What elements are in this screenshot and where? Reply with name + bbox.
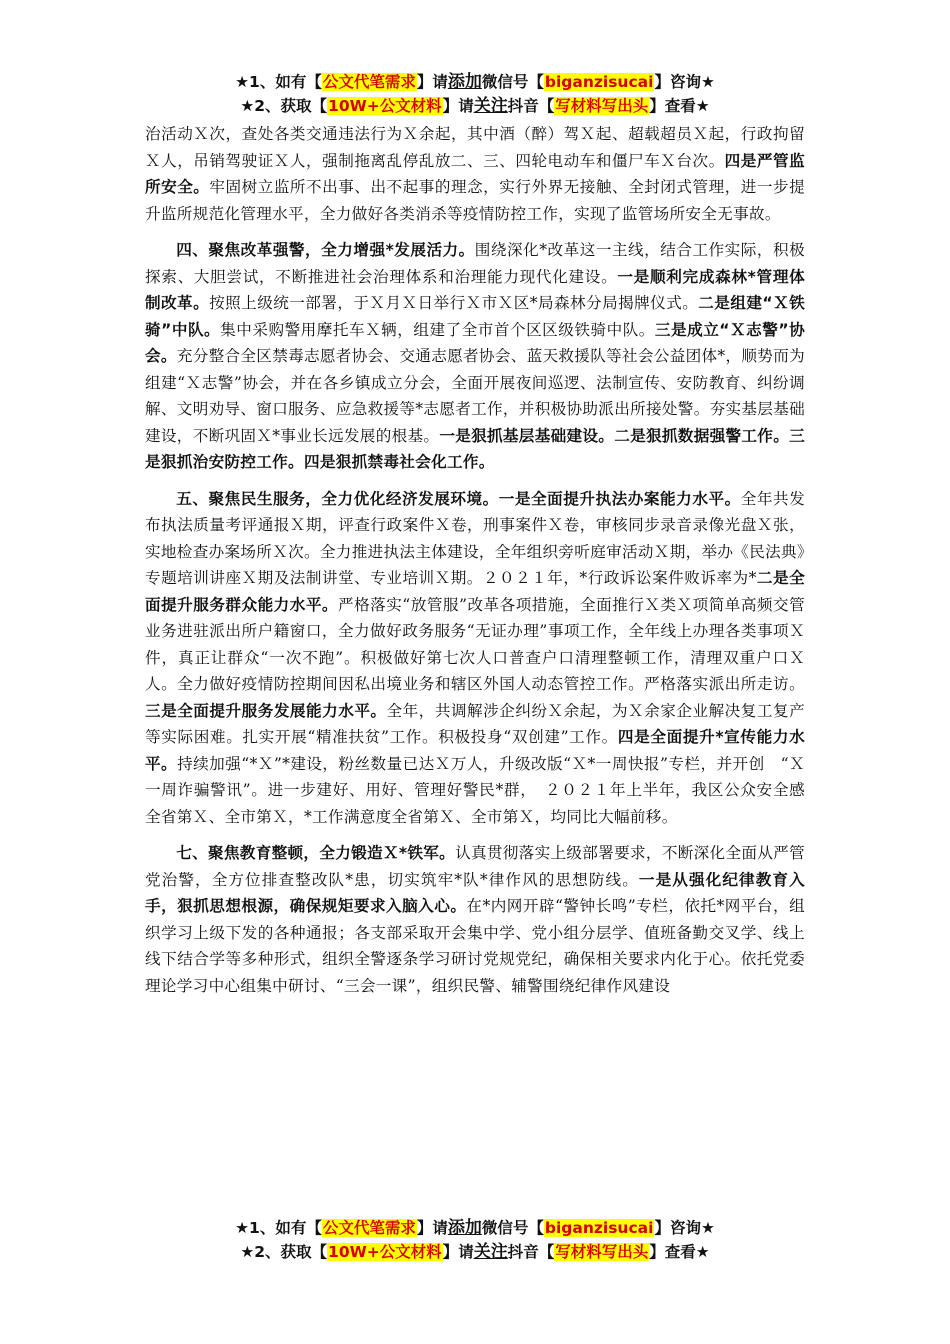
section-heading: 七、聚焦教育整顿，全力锻造Ｘ*铁军。 [176,844,456,862]
banner-emphasis: 关注 [473,1242,508,1262]
body-text: 牢固树立监所不出事、出不起事的理念，实行外界无接触、全封闭式管理，进一步提升监所规范化管理水平，全力做好各类消杀等疫情防控工作，实现了监管场所安全无事故。 [145,178,806,223]
top-banner [0,70,950,118]
document-body [145,121,805,999]
banner-text: 】请 [442,97,474,115]
body-text: 全年，共调解涉企纠纷Ｘ余起，为Ｘ余家企业解决复工复产等实际困难。扎实开展“精准扶贫”工作。积极投身“双创建”工作。 [145,701,805,746]
banner-text: 】查看★ [649,97,710,115]
wechat-id-highlight: biganzisucai [544,1219,654,1237]
banner-text: 】请 [442,1243,474,1261]
bottom-banner [0,1216,950,1264]
body-text: 认真贯彻落实上级部署要求，不断深化全面从严管党治警，全方位排查整改队*患，切实筑牢*队*律作风的思想防线。 [145,844,805,889]
banner-highlight: 公文代笔需求 [322,1219,416,1237]
banner-emphasis: 添加 [447,72,482,92]
banner-text: 微信号【 [481,73,544,91]
banner-text: ★2、获取【 [240,97,328,115]
banner-highlight: 10W+公文材料 [328,97,442,115]
paragraph-3 [145,486,805,831]
bold-text: 一是从强化纪律教育入手，狠抓思想根源，确保规矩要求入脑入心。 [145,870,805,915]
body-text: 在*内网开辟“警钟长鸣”专栏，依托*网平台，组织学习上级下发的各种通报；各支部采取开会集中学、党小组分层学、值班备勤交叉学、线上线下结合学等多种形式，组织全警逐条学习研讨党规党纪，确保相关要求内化于心。依托党委理论学习中心组集中研讨、“三会一课”，组织民警、辅警围绕纪律作风建设 [145,897,805,995]
section-heading: 五、聚焦民生服务，全力优化经济发展环境。一是全面提升执法办案能力水平。 [176,489,741,508]
douyin-id-highlight: 写材料写出头 [555,97,649,115]
bottom-banner-line-1 [0,1216,950,1240]
banner-text: ★1、如有【 [235,1219,322,1237]
bold-text: 二是全面提升服务群众能力水平。 [145,569,806,614]
top-banner-line-2 [0,94,950,118]
banner-text: 】请 [416,73,448,91]
body-text: 充分整合全区禁毒志愿者协会、交通志愿者协会、蓝天救援队等社会公益团体*，顺势而为组建“Ｘ志警”协会，并在各乡镇成立分会，全面开展夜间巡逻、法制宣传、安防教育、纠纷调解、文明劝导、窗口服务、应急救援等*志愿者工作，并积极协助派出所接处警。夯实基层基础建设，不断巩固Ｘ*事业长远发展的根基。 [145,347,805,445]
body-text: 治活动Ｘ次，查处各类交通违法行为Ｘ余起，其中酒（醉）驾Ｘ起、超载超员Ｘ起，行政拘留Ｘ人，吊销驾驶证Ｘ人，强制拖离乱停乱放二、三、四轮电动车和僵尸车Ｘ台次。 [145,125,805,170]
banner-text: 抖音【 [507,1243,555,1261]
banner-emphasis: 添加 [447,1218,482,1238]
banner-emphasis: 关注 [473,96,508,116]
body-text: 集中采购警用摩托车Ｘ辆，组建了全市首个区区级铁骑中队。 [220,320,655,339]
bold-text: 二是组建“Ｘ铁骑”中队。 [145,294,805,339]
paragraph-2 [145,237,805,476]
banner-text: ★2、获取【 [240,1243,328,1261]
bold-text: 四是全面提升*宣传能力水平。 [145,728,805,773]
banner-text: 】查看★ [649,1243,710,1261]
body-text: 持续加强“*Ｘ”*建设，粉丝数量已达Ｘ万人，升级改版“Ｘ*一周快报”专栏，并开创 “Ｘ一周诈骗警讯”。进一步建好、用好、管理好警民*群， ２０２１年上半年，我区公众安全感全省第Ｘ、全市第Ｘ，*工作满意度全省第Ｘ、全市第Ｘ，均同比大幅前移。 [145,754,805,826]
bold-text: 四是严管监所安全。 [145,151,805,196]
bold-text: 一是狠抓基层基础建设。二是狠抓数据强警工作。三是狠抓治安防控工作。四是狠抓禁毒社会化工作。 [145,426,806,471]
body-text: 全年共发布执法质量考评通报Ｘ期，评查行政案件Ｘ卷，刑事案件Ｘ卷，审核同步录音录像光盘Ｘ张，实地检查办案场所Ｘ次。全力推进执法主体建设，全年组织旁听庭审活动Ｘ期，举办《民法典》专题培训讲座Ｘ期及法制讲堂、专业培训Ｘ期。２０２１年，*行政诉讼案件败诉率为* [145,489,805,587]
bold-text: 三是全面提升服务发展能力水平。 [145,701,387,720]
banner-text: 抖音【 [507,97,555,115]
banner-text: 】请 [416,1219,448,1237]
banner-highlight: 10W+公文材料 [328,1243,442,1261]
banner-text: 】咨询★ [654,1219,715,1237]
banner-text: 】咨询★ [654,73,715,91]
paragraph-1 [145,121,805,227]
douyin-id-highlight: 写材料写出头 [555,1243,649,1261]
section-heading: 四、聚焦改革强警，全力增强*发展活力。 [176,241,475,259]
paragraph-4 [145,840,805,999]
body-text: 按照上级统一部署，于Ｘ月Ｘ日举行Ｘ市Ｘ区*局森林分局揭牌仪式。 [209,294,699,312]
body-text: 严格落实“放管服”改革各项措施，全面推行Ｘ类Ｘ项简单高频交管业务进驻派出所户籍窗口，全力做好政务服务“无证办理”事项工作，全年线上办理各类事项Ｘ件，真正让群众“一次不跑”。积极做好第七次人口普查户口清理整顿工作，清理双重户口Ｘ人。全力做好疫情防控期间因私出境业务和辖区外国人动态管控工作。严格落实派出所走访。 [145,595,805,693]
banner-text: ★1、如有【 [235,73,322,91]
wechat-id-highlight: biganzisucai [544,73,654,91]
banner-text: 微信号【 [481,1219,544,1237]
top-banner-line-1 [0,70,950,94]
bottom-banner-line-2 [0,1240,950,1264]
bold-text: 一是顺利完成森林*管理体制改革。 [145,267,806,312]
bold-text: 三是成立“Ｘ志警”协会。 [145,320,806,365]
body-text: 围绕深化*改革这一主线，结合工作实际，积极探索、大胆尝试，不断推进社会治理体系和治理能力现代化建设。 [145,241,805,286]
banner-highlight: 公文代笔需求 [322,73,416,91]
